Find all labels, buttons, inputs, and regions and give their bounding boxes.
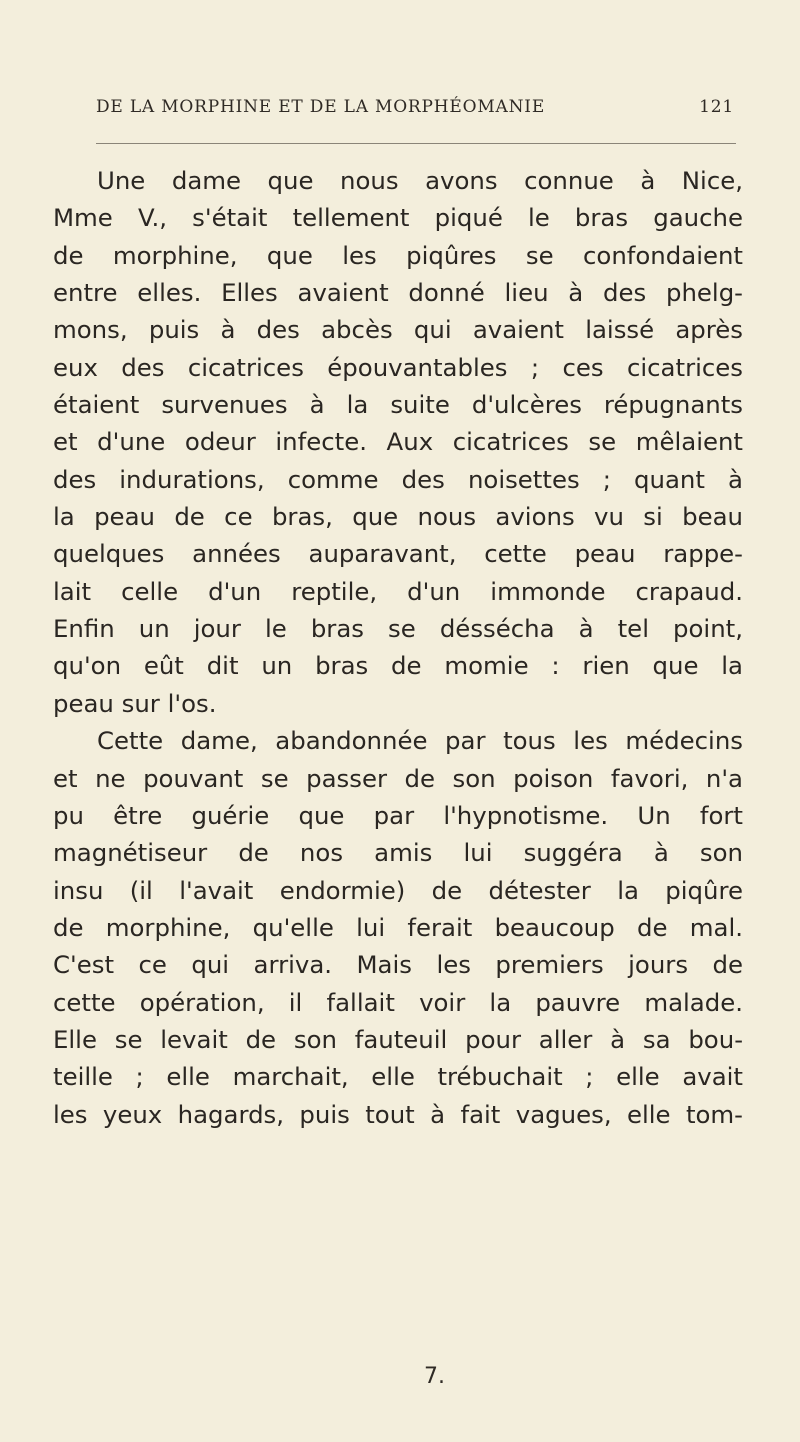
text-line: et d'une odeur infecte. Aux cicatrices se mêlaient — [53, 427, 743, 457]
text-line: cette opération, il fallait voir la pauvre malade. — [53, 987, 743, 1017]
text-line: peau sur l'os. — [53, 688, 217, 718]
signature-mark: 7. — [424, 1364, 445, 1389]
text-line: Enfin un jour le bras se déssécha à tel point, — [53, 614, 743, 644]
text-line: étaient survenues à la suite d'ulcères répugnants — [53, 390, 743, 420]
text-line: Une dame que nous avons connue à Nice, — [97, 166, 743, 195]
text-line: la peau de ce bras, que nous avions vu si beau — [53, 502, 743, 532]
header-rule — [96, 143, 736, 144]
text-line: et ne pouvant se passer de son poison favori, n'a — [53, 763, 743, 793]
text-line: entre elles. Elles avaient donné lieu à des phelg- — [53, 278, 743, 308]
text-line: magnétiseur de nos amis lui suggéra à son — [53, 838, 743, 868]
text-line: lait celle d'un reptile, d'un immonde crapaud. — [53, 576, 743, 606]
text-line: C'est ce qui arriva. Mais les premiers jours de — [53, 950, 743, 980]
body-text — [53, 162, 743, 1133]
text-line: Elle se levait de son fauteuil pour aller à sa bou- — [53, 1024, 743, 1054]
text-line: des indurations, comme des noisettes ; quant à — [53, 464, 743, 494]
text-line: Mme V., s'était tellement piqué le bras gauche — [53, 203, 743, 233]
running-header-title: DE LA MORPHINE ET DE LA MORPHÉOMANIE — [96, 97, 546, 117]
text-line: eux des cicatrices épouvantables ; ces cicatrices — [53, 352, 743, 382]
text-line: qu'on eût dit un bras de momie : rien que la — [53, 651, 743, 681]
text-line: insu (il l'avait endormie) de détester la piqûre — [53, 875, 743, 905]
text-line: teille ; elle marchait, elle trébuchait ; elle avait — [53, 1062, 743, 1092]
text-line: pu être guérie que par l'hypnotisme. Un fort — [53, 800, 743, 830]
text-line: de morphine, qu'elle lui ferait beaucoup de mal. — [53, 912, 743, 942]
text-line: Cette dame, abandonnée par tous les médecins — [97, 726, 743, 756]
text-line: quelques années auparavant, cette peau rappe- — [53, 539, 743, 569]
text-line: de morphine, que les piqûres se confondaient — [53, 240, 743, 270]
text-line: mons, puis à des abcès qui avaient laissé après — [53, 315, 743, 345]
text-line: les yeux hagards, puis tout à fait vagues, elle tom- — [53, 1099, 743, 1129]
page-number: 121 — [699, 97, 734, 117]
